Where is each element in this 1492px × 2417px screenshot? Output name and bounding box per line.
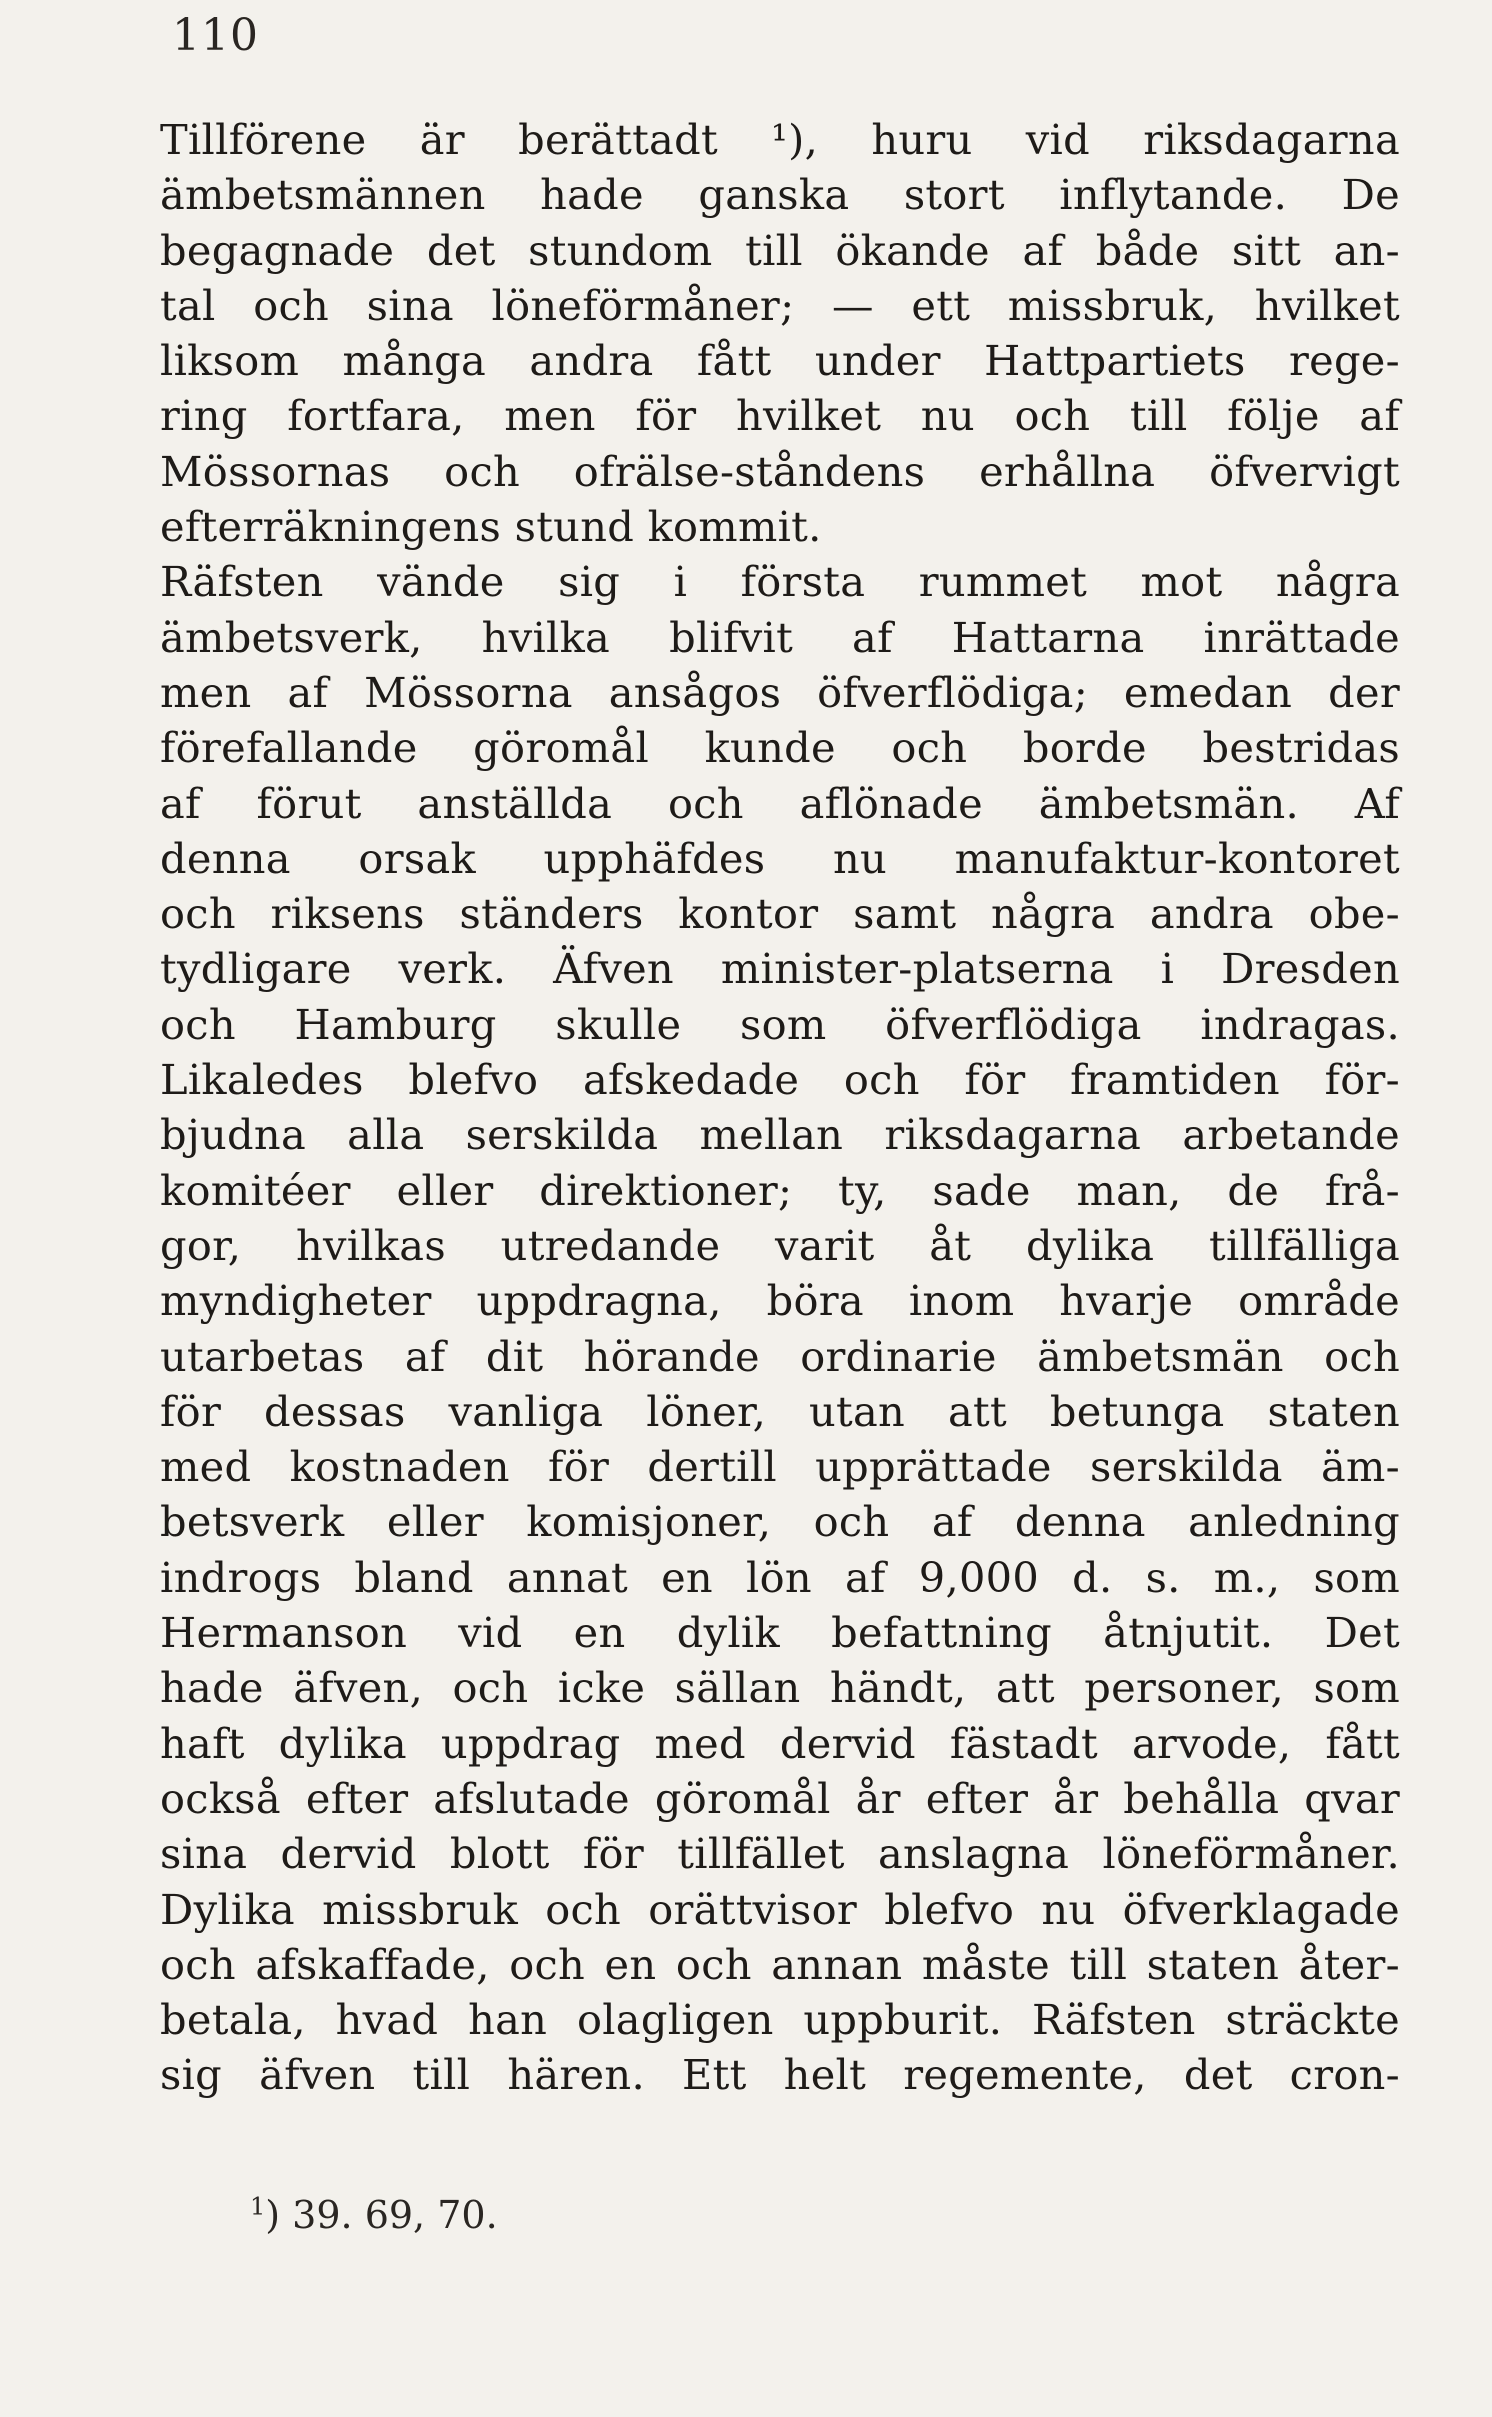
text-line: hade äfven, och icke sällan händt, att personer, som	[160, 1663, 1400, 1713]
text-line: betsverk eller komisjoner, och af denna anledning	[160, 1497, 1400, 1547]
text-line: sina dervid blott för tillfället anslagna löneförmåner.	[160, 1829, 1400, 1879]
text-line: sig äfven till hären. Ett helt regemente, det cron-	[160, 2050, 1400, 2100]
text-line: liksom många andra fått under Hattpartiets rege-	[160, 336, 1400, 386]
text-line: af förut anställda och aflönade ämbetsmän. Af	[160, 778, 1400, 828]
text-line: tal och sina löneförmåner; — ett missbruk, hvilket	[160, 280, 1400, 330]
text-line: också efter afslutade göromål år efter år behålla qvar	[160, 1773, 1400, 1823]
text-line: ring fortfara, men för hvilket nu och till följe af	[160, 391, 1400, 441]
page-number: 110	[172, 10, 259, 61]
text-line: utarbetas af dit hörande ordinarie ämbetsmän och	[160, 1331, 1400, 1381]
text-line: denna orsak upphäfdes nu manufaktur-kontoret	[160, 833, 1400, 883]
footnote-marker: 1	[250, 2192, 266, 2221]
text-line: Mössornas och ofrälse-ståndens erhållna öfvervigt	[160, 446, 1400, 496]
text-line: för dessas vanliga löner, utan att betunga staten	[160, 1386, 1400, 1436]
text-line: gor, hvilkas utredande varit åt dylika tillfälliga	[160, 1220, 1400, 1270]
text-line: Räfsten vände sig i första rummet mot några	[160, 557, 1400, 607]
text-line: bjudna alla serskilda mellan riksdagarna arbetande	[160, 1110, 1400, 1160]
text-line: ämbetsmännen hade ganska stort inflytande. De	[160, 170, 1400, 220]
text-line: tydligare verk. Äfven minister-platserna i Dresden	[160, 944, 1400, 994]
text-line: indrogs bland annat en lön af 9,000 d. s. m., som	[160, 1552, 1400, 1602]
text-line: och Hamburg skulle som öfverflödiga indragas.	[160, 999, 1400, 1049]
text-line: Tillförene är berättadt ¹), huru vid riksdagarna	[160, 115, 1400, 164]
text-line: Likaledes blefvo afskedade och för framtiden för-	[160, 1055, 1400, 1105]
text-line: förefallande göromål kunde och borde bestridas	[160, 723, 1400, 773]
text-line: och afskaffade, och en och annan måste till staten åter-	[160, 1939, 1400, 1989]
text-line: myndigheter uppdragna, böra inom hvarje område	[160, 1276, 1400, 1326]
text-line: men af Mössorna ansågos öfverflödiga; emedan der	[160, 667, 1400, 717]
footnote-text: ) 39. 69, 70.	[265, 2193, 498, 2237]
text-line: begagnade det stundom till ökande af både sitt an-	[160, 225, 1400, 275]
text-line: med kostnaden för dertill upprättade serskilda äm-	[160, 1442, 1400, 1492]
text-line: betala, hvad han olagligen uppburit. Räfsten sträckte	[160, 1995, 1400, 2045]
footnote	[250, 2192, 498, 2238]
text-line: Hermanson vid en dylik befattning åtnjutit. Det	[160, 1608, 1400, 1658]
text-line: haft dylika uppdrag med dervid fästadt arvode, fått	[160, 1718, 1400, 1768]
text-line: ämbetsverk, hvilka blifvit af Hattarna inrättade	[160, 612, 1400, 662]
body-text	[160, 112, 1400, 2103]
text-line: komitéer eller direktioner; ty, sade man, de frå-	[160, 1165, 1400, 1215]
text-line: Dylika missbruk och orättvisor blefvo nu öfverklagade	[160, 1884, 1400, 1934]
text-line: och riksens ständers kontor samt några andra obe-	[160, 889, 1400, 939]
text-line: efterräkningens stund kommit.	[160, 502, 822, 552]
